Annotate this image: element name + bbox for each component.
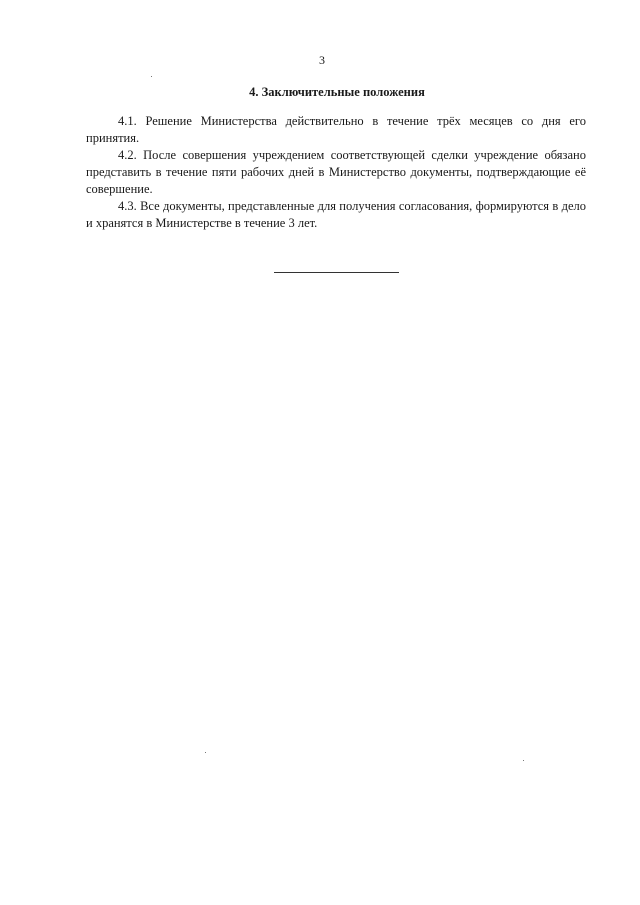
end-separator-line [274, 272, 399, 273]
paragraph-4-3: 4.3. Все документы, представленные для получения согласования, формируются в дело и хранятся в Министерстве в течение 3 лет. [86, 199, 586, 230]
page-number: 3 [319, 53, 325, 67]
scan-speck [151, 76, 152, 77]
scan-speck [523, 760, 524, 761]
document-body [86, 113, 586, 232]
scan-speck [205, 752, 206, 753]
paragraph-4-2: 4.2. После совершения учреждением соответствующей сделки учреждение обязано представить в течение пяти рабочих дней в Министерство документы, подтверждающие её совершение. [86, 148, 586, 196]
section-title: 4. Заключительные положения [249, 85, 425, 99]
paragraph-4-1: 4.1. Решение Министерства действительно в течение трёх месяцев со дня его принятия. [86, 114, 586, 145]
